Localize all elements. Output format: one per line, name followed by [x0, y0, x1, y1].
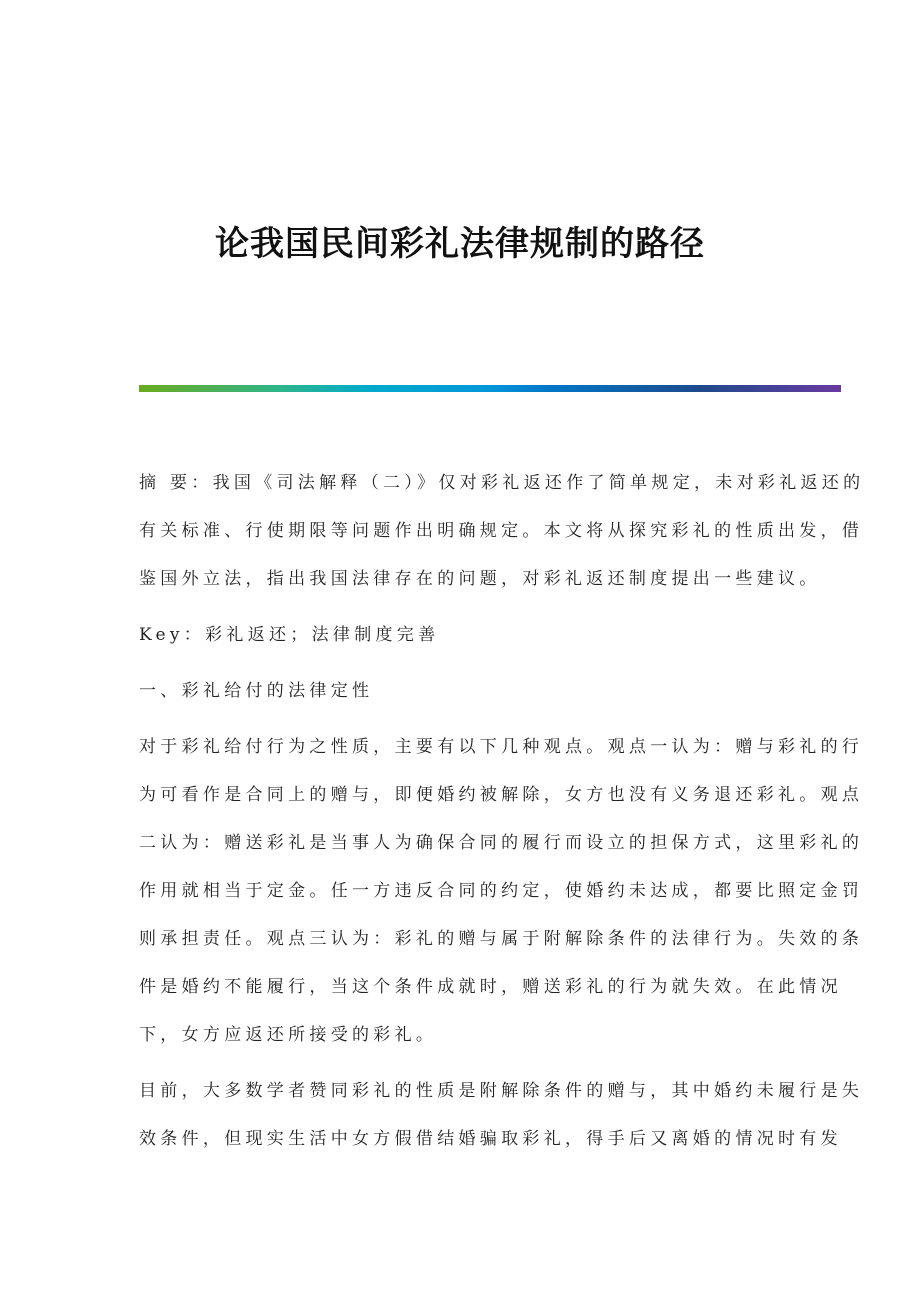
paragraph-line: 则承担责任。观点三认为：彩礼的赠与属于附解除条件的法律行为。失效的条 — [139, 929, 864, 949]
paragraph-line: 效条件，但现实生活中女方假借结婚骗取彩礼，得手后又离婚的情况时有发 — [139, 1129, 842, 1149]
paragraph-line: 为可看作是合同上的赠与，即便婚约被解除，女方也没有义务退还彩礼。观点 — [139, 785, 864, 805]
paragraph-line: 作用就相当于定金。任一方违反合同的约定，使婚约未达成，都要比照定金罚 — [139, 881, 864, 901]
section-heading: 一、彩礼给付的法律定性 — [139, 681, 374, 701]
abstract-line: 摘 要：我国《司法解释（二）》仅对彩礼返还作了简单规定，未对彩礼返还的 — [139, 473, 865, 493]
paragraph-line: 二认为：赠送彩礼是当事人为确保合同的履行而设立的担保方式，这里彩礼的 — [139, 833, 864, 853]
decorative-gradient-divider — [139, 385, 841, 392]
document-title: 论我国民间彩礼法律规制的路径 — [215, 224, 705, 264]
abstract-line: 鉴国外立法，指出我国法律存在的问题，对彩礼返还制度提出一些建议。 — [139, 569, 821, 589]
keywords: Key：彩礼返还；法律制度完善 — [139, 625, 440, 645]
abstract-line: 有关标准、行使期限等问题作出明确规定。本文将从探究彩礼的性质出发，借 — [139, 521, 864, 541]
paragraph-line: 目前，大多数学者赞同彩礼的性质是附解除条件的赠与，其中婚约未履行是失 — [139, 1081, 864, 1101]
paragraph-line: 对于彩礼给付行为之性质，主要有以下几种观点。观点一认为：赠与彩礼的行 — [139, 737, 864, 757]
paragraph-line: 下，女方应返还所接受的彩礼。 — [139, 1025, 438, 1045]
paragraph-line: 件是婚约不能履行，当这个条件成就时，赠送彩礼的行为就失效。在此情况 — [139, 977, 842, 997]
